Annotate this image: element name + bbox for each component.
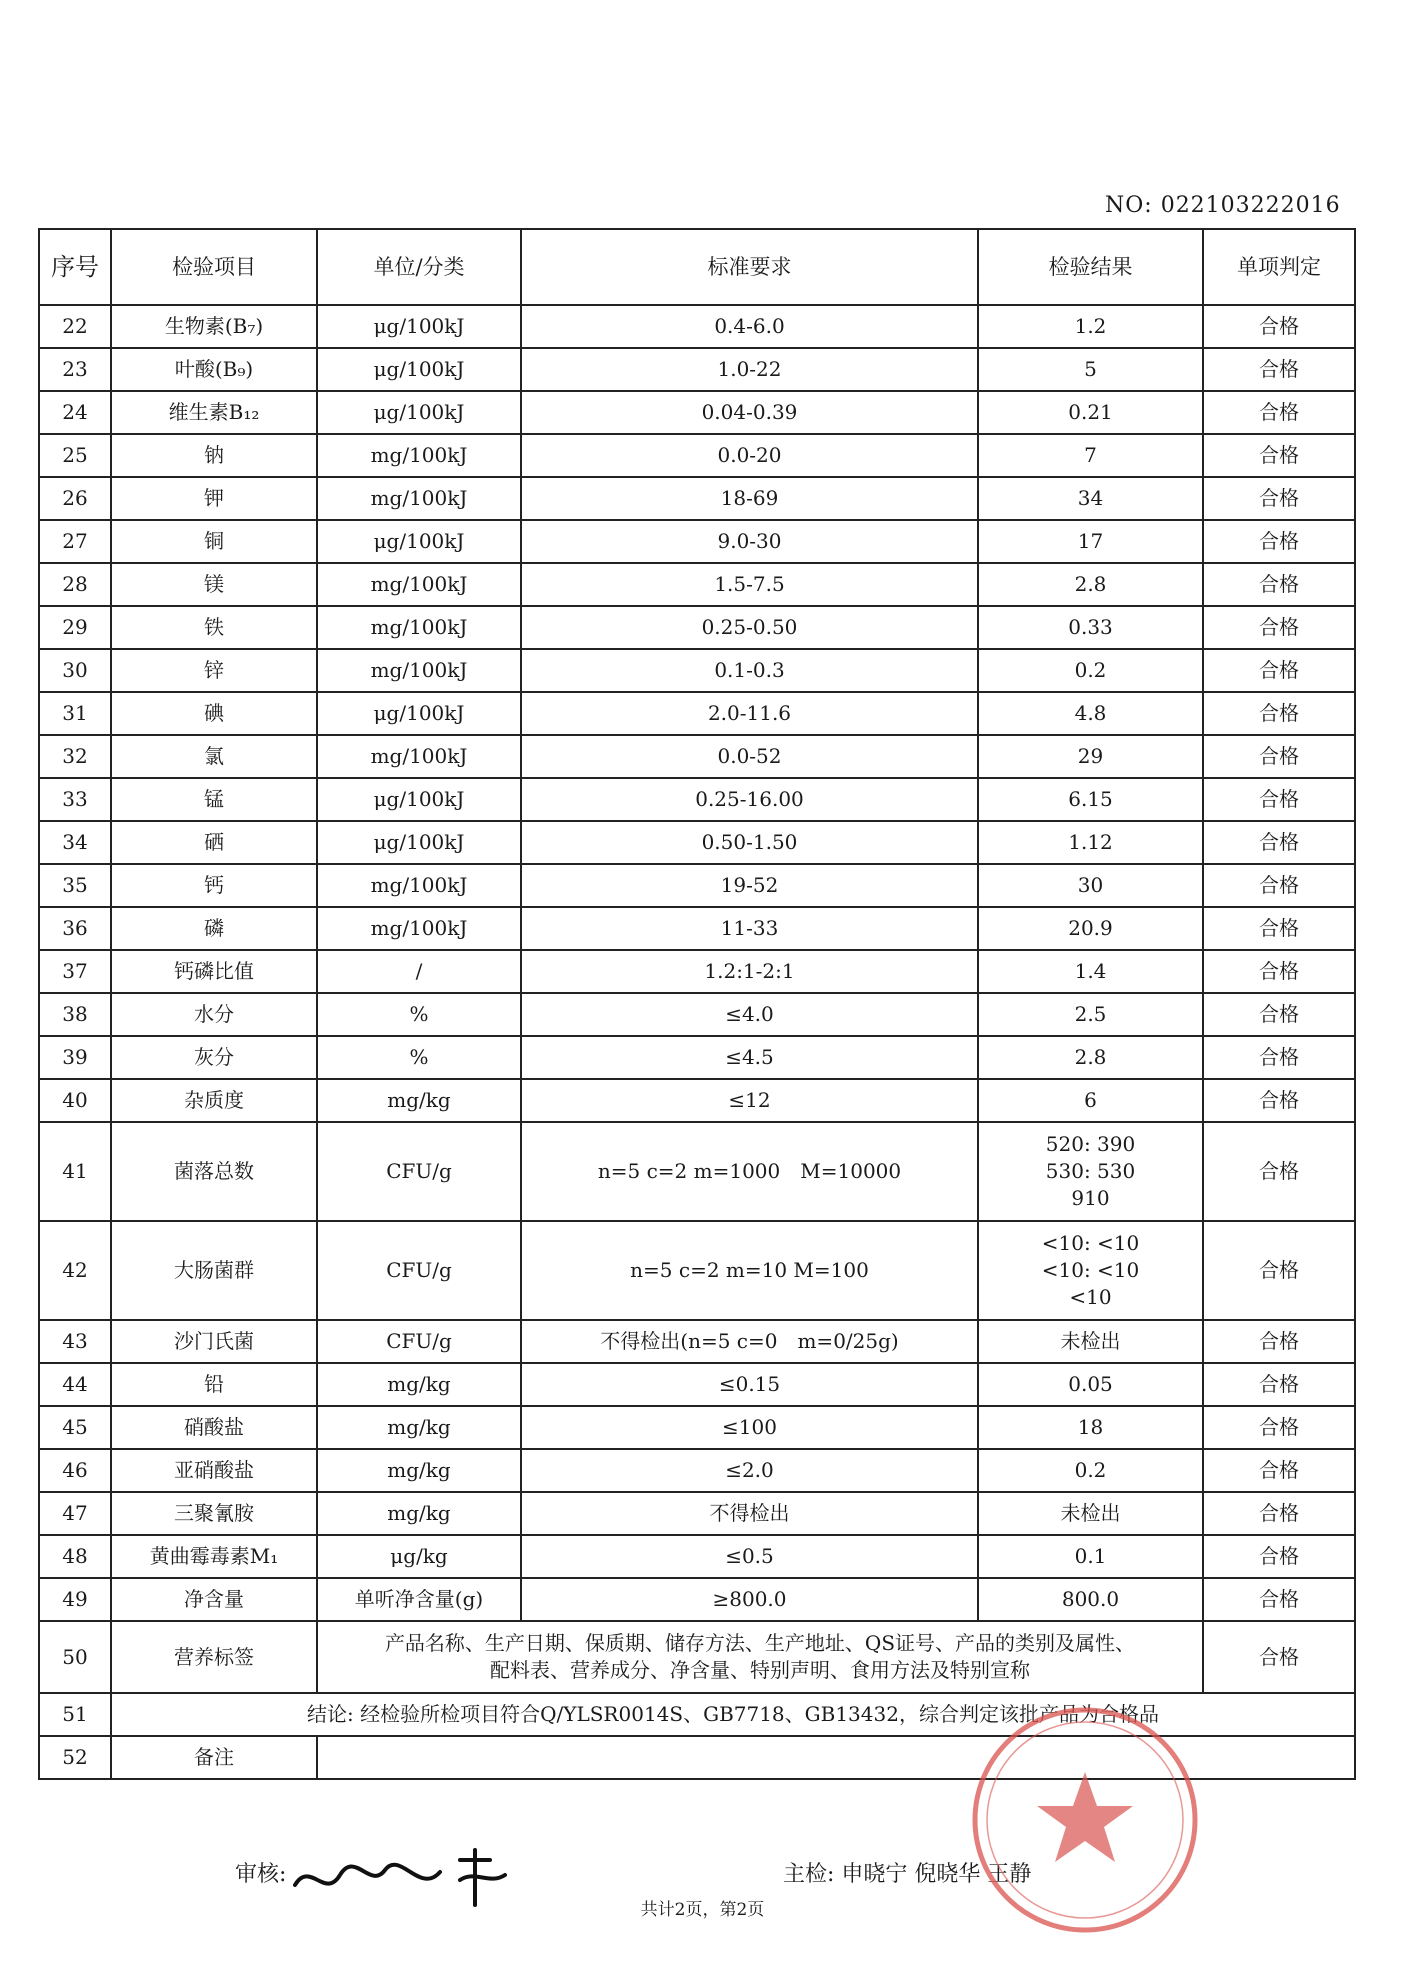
row-verdict: 合格 (1203, 993, 1355, 1036)
row-standard: 1.0-22 (521, 348, 978, 391)
inspector-names: 申晓宁 倪晓华 王静 (841, 1862, 1032, 1887)
result-line: 2.5 (1074, 1002, 1107, 1026)
row-no: 29 (39, 606, 111, 649)
row-item: 钾 (111, 477, 317, 520)
row-result (978, 1221, 1203, 1320)
row-item: 三聚氰胺 (111, 1492, 317, 1535)
table-row (39, 692, 1355, 735)
table-row (39, 735, 1355, 778)
row-verdict: 合格 (1203, 391, 1355, 434)
row-no: 51 (39, 1693, 111, 1736)
remarks-label: 备注 (111, 1736, 317, 1779)
row-verdict: 合格 (1203, 1363, 1355, 1406)
row-no: 48 (39, 1535, 111, 1578)
row-verdict: 合格 (1203, 477, 1355, 520)
row-unit: mg/100kJ (317, 606, 521, 649)
row-no: 30 (39, 649, 111, 692)
row-item: 镁 (111, 563, 317, 606)
row-result (978, 1492, 1203, 1535)
row-unit: CFU/g (317, 1221, 521, 1320)
row-no: 28 (39, 563, 111, 606)
row-verdict: 合格 (1203, 821, 1355, 864)
conclusion-text: 结论: 经检验所检项目符合Q/YLSR0014S、GB7718、GB13432，综合判定该批产品为合格品 (111, 1693, 1355, 1736)
row-no: 47 (39, 1492, 111, 1535)
row-result (978, 821, 1203, 864)
header-unit: 单位/分类 (317, 229, 521, 305)
result-line: 0.2 (1074, 1458, 1107, 1482)
table-row (39, 1122, 1355, 1221)
row-item: 菌落总数 (111, 1122, 317, 1221)
label-content-line: 产品名称、生产日期、保质期、储存方法、生产地址、QS证号、产品的类别及属性、 (384, 1631, 1136, 1655)
row-unit: mg/kg (317, 1079, 521, 1122)
row-verdict: 合格 (1203, 1221, 1355, 1320)
row-standard: 1.2:1-2:1 (521, 950, 978, 993)
table-row (39, 520, 1355, 563)
row-verdict: 合格 (1203, 520, 1355, 563)
row-verdict: 合格 (1203, 864, 1355, 907)
result-line: 0.21 (1068, 400, 1113, 424)
row-verdict: 合格 (1203, 649, 1355, 692)
table-row (39, 864, 1355, 907)
row-standard: 11-33 (521, 907, 978, 950)
row-result (978, 649, 1203, 692)
row-verdict: 合格 (1203, 305, 1355, 348)
row-verdict: 合格 (1203, 778, 1355, 821)
result-line: <10: <10 (1041, 1258, 1140, 1282)
row-unit: mg/100kJ (317, 649, 521, 692)
row-standard: 0.4-6.0 (521, 305, 978, 348)
row-result (978, 1036, 1203, 1079)
row-result (978, 1578, 1203, 1621)
result-line: 未检出 (1060, 1501, 1121, 1525)
result-line: 0.1 (1074, 1544, 1107, 1568)
result-line: 2.8 (1074, 1045, 1107, 1069)
label-content-line: 配料表、营养成分、净含量、特别声明、食用方法及特别宣称 (490, 1658, 1030, 1682)
row-no: 24 (39, 391, 111, 434)
table-row (39, 649, 1355, 692)
row-no: 44 (39, 1363, 111, 1406)
row-item: 生物素(B₇) (111, 305, 317, 348)
table-header-row (39, 229, 1355, 305)
row-no: 42 (39, 1221, 111, 1320)
row-standard: ≤100 (521, 1406, 978, 1449)
row-result (978, 1363, 1203, 1406)
table-row (39, 477, 1355, 520)
result-line: 910 (1071, 1186, 1110, 1210)
row-no: 52 (39, 1736, 111, 1779)
row-item: 碘 (111, 692, 317, 735)
row-standard: n=5 c=2 m=10 M=100 (521, 1221, 978, 1320)
result-line: <10 (1069, 1285, 1112, 1309)
inspector-label: 主检: (783, 1862, 835, 1887)
row-standard: 0.50-1.50 (521, 821, 978, 864)
row-result (978, 391, 1203, 434)
inspection-table-wrapper (38, 228, 1356, 1780)
row-result (978, 1449, 1203, 1492)
row-verdict: 合格 (1203, 1122, 1355, 1221)
row-unit: CFU/g (317, 1320, 521, 1363)
row-standard: 2.0-11.6 (521, 692, 978, 735)
row-unit: mg/kg (317, 1406, 521, 1449)
row-result (978, 778, 1203, 821)
row-result (978, 735, 1203, 778)
row-standard: ≤4.5 (521, 1036, 978, 1079)
table-row (39, 950, 1355, 993)
result-line: 17 (1077, 529, 1104, 553)
row-item: 锰 (111, 778, 317, 821)
row-no: 33 (39, 778, 111, 821)
row-unit: μg/100kJ (317, 348, 521, 391)
result-line: <10: <10 (1041, 1231, 1140, 1255)
row-standard: 不得检出 (521, 1492, 978, 1535)
result-line: 6.15 (1068, 787, 1113, 811)
row-standard: ≤2.0 (521, 1449, 978, 1492)
result-line: 0.2 (1074, 658, 1107, 682)
row-label-content (317, 1621, 1203, 1693)
table-row (39, 434, 1355, 477)
row-no: 40 (39, 1079, 111, 1122)
row-result (978, 348, 1203, 391)
header-verdict: 单项判定 (1203, 229, 1355, 305)
row-unit: % (317, 993, 521, 1036)
row-verdict: 合格 (1203, 434, 1355, 477)
table-row (39, 993, 1355, 1036)
row-item: 铜 (111, 520, 317, 563)
table-row (39, 305, 1355, 348)
result-line: 800.0 (1061, 1587, 1120, 1611)
row-no: 39 (39, 1036, 111, 1079)
row-item: 硒 (111, 821, 317, 864)
row-unit: μg/100kJ (317, 305, 521, 348)
row-no: 49 (39, 1578, 111, 1621)
row-result (978, 1320, 1203, 1363)
row-result (978, 305, 1203, 348)
row-standard: 0.1-0.3 (521, 649, 978, 692)
result-line: 530: 530 (1045, 1159, 1136, 1183)
row-item: 磷 (111, 907, 317, 950)
row-result (978, 993, 1203, 1036)
row-standard: ≤0.5 (521, 1535, 978, 1578)
row-no: 43 (39, 1320, 111, 1363)
table-row (39, 1363, 1355, 1406)
row-verdict: 合格 (1203, 1578, 1355, 1621)
row-result (978, 1406, 1203, 1449)
row-result (978, 907, 1203, 950)
row-verdict: 合格 (1203, 1079, 1355, 1122)
result-line: 7 (1084, 443, 1097, 467)
result-line: 1.2 (1074, 314, 1107, 338)
row-result (978, 1122, 1203, 1221)
table-row (39, 1535, 1355, 1578)
header-item: 检验项目 (111, 229, 317, 305)
reviewer-label: 审核: (235, 1862, 287, 1887)
table-row (39, 1406, 1355, 1449)
row-result (978, 1535, 1203, 1578)
row-no: 34 (39, 821, 111, 864)
table-row (39, 1492, 1355, 1535)
row-unit: mg/kg (317, 1492, 521, 1535)
inspection-table (38, 228, 1356, 1780)
row-verdict: 合格 (1203, 1449, 1355, 1492)
result-line: 1.12 (1068, 830, 1113, 854)
row-item: 杂质度 (111, 1079, 317, 1122)
row-no: 25 (39, 434, 111, 477)
row-no: 26 (39, 477, 111, 520)
result-line: 1.4 (1074, 959, 1107, 983)
row-result (978, 1079, 1203, 1122)
row-no: 46 (39, 1449, 111, 1492)
row-no: 31 (39, 692, 111, 735)
result-line: 0.05 (1068, 1372, 1113, 1396)
row-unit: μg/100kJ (317, 821, 521, 864)
page-info: 共计2页，第2页 (640, 1900, 765, 1920)
row-result (978, 563, 1203, 606)
row-standard: ≤4.0 (521, 993, 978, 1036)
table-row-nutrition-label (39, 1621, 1355, 1693)
row-unit: mg/100kJ (317, 434, 521, 477)
row-verdict: 合格 (1203, 348, 1355, 391)
row-unit: mg/100kJ (317, 907, 521, 950)
row-standard: 0.0-20 (521, 434, 978, 477)
row-verdict: 合格 (1203, 950, 1355, 993)
row-standard: 0.04-0.39 (521, 391, 978, 434)
header-no: 序号 (39, 229, 111, 305)
row-result (978, 434, 1203, 477)
row-result (978, 692, 1203, 735)
row-unit: mg/100kJ (317, 864, 521, 907)
row-item: 营养标签 (111, 1621, 317, 1693)
table-row (39, 1449, 1355, 1492)
row-result (978, 606, 1203, 649)
row-verdict: 合格 (1203, 1535, 1355, 1578)
row-verdict: 合格 (1203, 1036, 1355, 1079)
row-item: 黄曲霉毒素M₁ (111, 1535, 317, 1578)
row-standard: ≤0.15 (521, 1363, 978, 1406)
result-line: 29 (1077, 744, 1104, 768)
row-unit: / (317, 950, 521, 993)
row-unit: CFU/g (317, 1122, 521, 1221)
table-row (39, 391, 1355, 434)
row-item: 锌 (111, 649, 317, 692)
row-item: 大肠菌群 (111, 1221, 317, 1320)
row-standard: 9.0-30 (521, 520, 978, 563)
row-no: 41 (39, 1122, 111, 1221)
row-unit: μg/100kJ (317, 520, 521, 563)
table-body (39, 305, 1355, 1621)
table-row (39, 1036, 1355, 1079)
result-line: 0.33 (1068, 615, 1113, 639)
row-no: 27 (39, 520, 111, 563)
table-row (39, 821, 1355, 864)
report-number: NO: 022103222016 (1105, 193, 1341, 218)
result-line: 未检出 (1060, 1329, 1121, 1353)
table-row (39, 1221, 1355, 1320)
row-verdict: 合格 (1203, 692, 1355, 735)
result-line: 6 (1084, 1088, 1097, 1112)
table-row (39, 1578, 1355, 1621)
result-line: 20.9 (1068, 916, 1113, 940)
row-standard: 1.5-7.5 (521, 563, 978, 606)
row-result (978, 950, 1203, 993)
table-row (39, 778, 1355, 821)
table-row (39, 1079, 1355, 1122)
row-standard: 0.0-52 (521, 735, 978, 778)
row-item: 钙磷比值 (111, 950, 317, 993)
row-unit: μg/100kJ (317, 692, 521, 735)
row-item: 水分 (111, 993, 317, 1036)
row-no: 37 (39, 950, 111, 993)
row-item: 灰分 (111, 1036, 317, 1079)
result-line: 520: 390 (1045, 1132, 1136, 1156)
row-unit: % (317, 1036, 521, 1079)
row-unit: mg/100kJ (317, 735, 521, 778)
row-unit: μg/kg (317, 1535, 521, 1578)
row-verdict: 合格 (1203, 1406, 1355, 1449)
row-verdict: 合格 (1203, 1492, 1355, 1535)
row-unit: mg/100kJ (317, 563, 521, 606)
result-line: 34 (1077, 486, 1104, 510)
row-item: 氯 (111, 735, 317, 778)
result-line: 30 (1077, 873, 1104, 897)
row-unit: 单听净含量(g) (317, 1578, 521, 1621)
row-no: 38 (39, 993, 111, 1036)
row-item: 钠 (111, 434, 317, 477)
row-item: 叶酸(B₉) (111, 348, 317, 391)
row-standard: ≥800.0 (521, 1578, 978, 1621)
table-row (39, 1320, 1355, 1363)
row-verdict: 合格 (1203, 1320, 1355, 1363)
row-unit: μg/100kJ (317, 391, 521, 434)
row-item: 净含量 (111, 1578, 317, 1621)
row-standard: n=5 c=2 m=1000 M=10000 (521, 1122, 978, 1221)
result-line: 5 (1084, 357, 1097, 381)
row-result (978, 477, 1203, 520)
row-result (978, 520, 1203, 563)
row-standard: 0.25-16.00 (521, 778, 978, 821)
row-item: 铅 (111, 1363, 317, 1406)
row-unit: mg/kg (317, 1363, 521, 1406)
row-no: 23 (39, 348, 111, 391)
row-standard: 0.25-0.50 (521, 606, 978, 649)
row-no: 32 (39, 735, 111, 778)
row-verdict: 合格 (1203, 907, 1355, 950)
row-unit: mg/100kJ (317, 477, 521, 520)
row-verdict: 合格 (1203, 606, 1355, 649)
row-item: 铁 (111, 606, 317, 649)
result-line: 2.8 (1074, 572, 1107, 596)
header-standard: 标准要求 (521, 229, 978, 305)
official-stamp (965, 1700, 1205, 1940)
result-line: 18 (1077, 1415, 1104, 1439)
row-verdict: 合格 (1203, 1621, 1355, 1693)
row-unit: mg/kg (317, 1449, 521, 1492)
row-item: 维生素B₁₂ (111, 391, 317, 434)
table-row (39, 563, 1355, 606)
row-item: 沙门氏菌 (111, 1320, 317, 1363)
header-result: 检验结果 (978, 229, 1203, 305)
table-row (39, 606, 1355, 649)
row-standard: 不得检出(n=5 c=0 m=0/25g) (521, 1320, 978, 1363)
row-no: 45 (39, 1406, 111, 1449)
row-verdict: 合格 (1203, 563, 1355, 606)
row-no: 50 (39, 1621, 111, 1693)
row-standard: 18-69 (521, 477, 978, 520)
row-no: 35 (39, 864, 111, 907)
table-row (39, 907, 1355, 950)
table-row (39, 348, 1355, 391)
row-standard: 19-52 (521, 864, 978, 907)
row-item: 亚硝酸盐 (111, 1449, 317, 1492)
row-result (978, 864, 1203, 907)
row-unit: μg/100kJ (317, 778, 521, 821)
result-line: 4.8 (1074, 701, 1107, 725)
row-item: 硝酸盐 (111, 1406, 317, 1449)
row-no: 22 (39, 305, 111, 348)
row-verdict: 合格 (1203, 735, 1355, 778)
row-no: 36 (39, 907, 111, 950)
row-item: 钙 (111, 864, 317, 907)
row-standard: ≤12 (521, 1079, 978, 1122)
